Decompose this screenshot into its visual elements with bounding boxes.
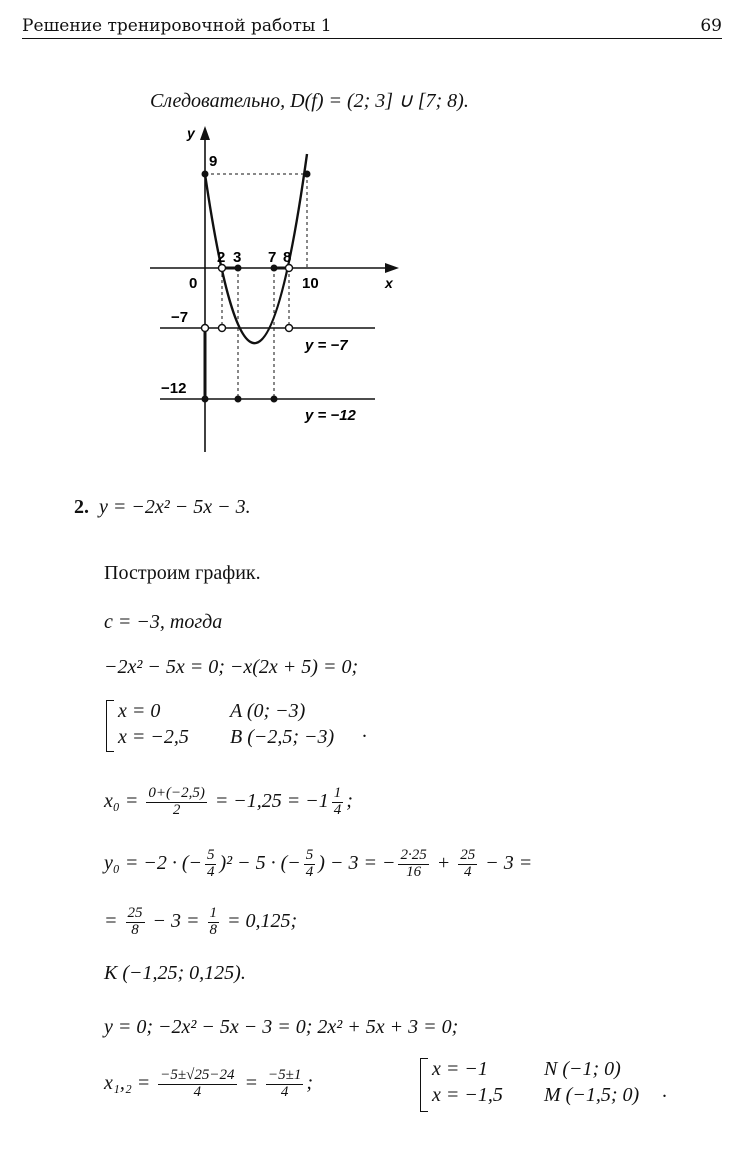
x-axis-label: x (385, 275, 393, 291)
sys1-period: . (362, 720, 367, 742)
task-number: 2. (74, 496, 89, 518)
point-neg12 (202, 396, 209, 403)
tick-neg12: −12 (161, 380, 187, 397)
roots-system-2: x = −1 N (−1; 0) x = −1,5 M (−1,5; 0) (432, 1058, 640, 1106)
x-axis-arrow (385, 263, 399, 273)
running-title: Решение тренировочной работы 1 (22, 16, 332, 36)
build-graph-text: Построим график. (104, 562, 261, 584)
x0-mixed: $\frac{1}{4}$ (333, 785, 342, 818)
point-9 (202, 171, 209, 178)
tick-3: 3 (233, 249, 242, 266)
tick-neg7: −7 (171, 309, 189, 326)
sys1-r2b: B (−2,5; −3) (230, 726, 335, 748)
x0-line: x₀ = $\frac{0+(-2,5)}{2}$ = −1,25 = −1 $\frac{1}{4}$ ; (104, 785, 353, 818)
system-bracket-2 (420, 1058, 428, 1112)
y-axis-arrow (200, 126, 210, 140)
tick-2: 2 (217, 249, 226, 266)
tick-9: 9 (209, 153, 218, 170)
parabola-graph (145, 122, 405, 457)
roots-equation: −2x² − 5x = 0; −x(2x + 5) = 0; (104, 656, 359, 678)
x0-post: = −1,25 = −1 (214, 789, 329, 812)
point-10-9 (304, 171, 311, 178)
tick-0: 0 (189, 275, 198, 292)
point-3-neg12 (235, 396, 242, 403)
point-7-neg12 (271, 396, 278, 403)
open-point-2-neg7 (219, 325, 226, 332)
simplify-line: = $\frac{25}{8}$ − 3 = $\frac{1}{8}$ = 0,125; (104, 905, 298, 938)
task-equation: y = −2x² − 5x − 3. (99, 496, 251, 518)
y0-line: y₀ = −2 · (− $\frac{5}{4}$ )² − 5 · (− $\frac{5}{4}$ ) − 3 = − $\frac{2\cdot 25}{16}$ + $\frac{25}{4}$ − 3 = (104, 847, 533, 880)
x-intercepts-equation: y = 0; −2x² − 5x − 3 = 0; 2x² + 5x + 3 = 0; (104, 1016, 459, 1038)
open-point-neg7 (202, 325, 209, 332)
sys2-period: . (662, 1080, 667, 1102)
system-bracket-1 (106, 700, 114, 752)
task2-heading (74, 496, 251, 519)
sys1-r1b: A (0; −3) (230, 700, 306, 722)
x0-fraction: $\frac{0+(-2,5)}{2}$ (148, 785, 205, 818)
label-y-neg7: y = −7 (305, 337, 348, 354)
c-line: c = −3, тогда (104, 611, 223, 633)
tick-10: 10 (302, 275, 319, 292)
page-header (22, 10, 722, 39)
label-y-neg12: y = −12 (305, 407, 356, 424)
tick-8: 8 (283, 249, 292, 266)
tick-7: 7 (268, 249, 277, 266)
x0-pre: x₀ = (104, 789, 139, 812)
sys1-r1a: x = 0 (118, 700, 161, 722)
roots-system-1 (118, 700, 378, 755)
y-axis-label: y (187, 125, 195, 141)
open-point-8-neg7 (286, 325, 293, 332)
x12-line: x₁,₂ = $\frac{-5\pm√25-24}{4}$ = $\frac{-5\pm 1}{4}$ ; (104, 1067, 314, 1100)
page-number: 69 (700, 16, 722, 36)
domain-conclusion: Следовательно, D(f) = (2; 3] ∪ [7; 8). (150, 90, 469, 112)
vertex-point: K (−1,25; 0,125). (104, 962, 246, 984)
sys1-r2a: x = −2,5 (118, 726, 189, 748)
